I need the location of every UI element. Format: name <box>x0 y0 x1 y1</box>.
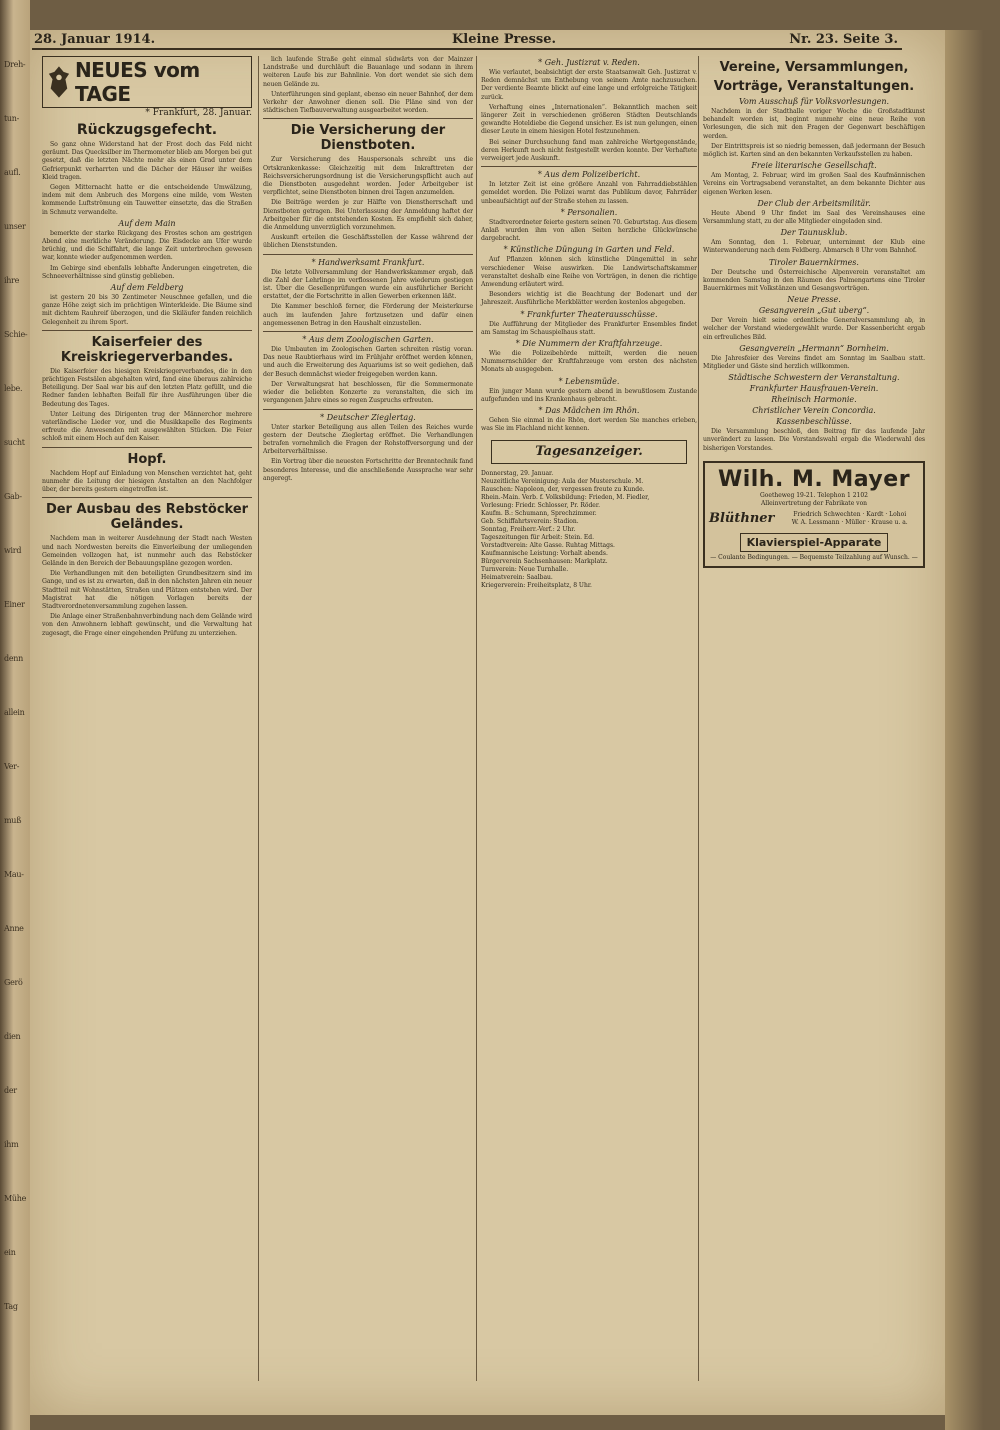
tagesanzeiger-title: Tagesanzeiger. <box>535 444 643 459</box>
subhead-hermann: Gesangverein „Hermann“ Bornheim. <box>739 343 889 353</box>
masthead-subtitle: * Frankfurt, 28. Januar. <box>145 108 252 118</box>
tagesanzeiger-line: Bürgerverein Sachsenhausen: Markplatz. <box>481 557 608 565</box>
headline-vereine: Vereine, Versammlungen, <box>719 60 909 75</box>
article-body: In letzter Zeit ist eine größere Anzahl von Fahrraddiebstählen gemeldet worden. Die Polizei warnt das Publikum davor, Fahrräder unbeaufsichtigt auf der Straße stehen zu lassen. <box>481 181 697 205</box>
subhead-harmonie: Rheinisch Harmonie. <box>771 395 857 405</box>
strip-word: denn <box>4 654 23 663</box>
subhead-zoo: * Aus dem Zoologischen Garten. <box>302 335 434 345</box>
subhead-arbeitsmilitaer: Der Club der Arbeitsmilitär. <box>757 198 871 208</box>
article-body: Ein junger Mann wurde gestern abend in bewußtlosem Zustande aufgefunden und ins Krankenhaus gebracht. <box>481 387 697 403</box>
article-body: Wie die Polizeibehörde mitteilt, werden die neuen Nummernschilder der Kraftfahrzeuge vom ersten des nächsten Monats ab ausgegeben. <box>481 350 697 374</box>
tagesanzeiger-line: Rhein.-Main. Verb. f. Volksbildung: Frieden, M. Fiedler, <box>481 493 650 501</box>
article-body: Die Versammlung beschloß, den Beitrag für das laufende Jahr unverändert zu lassen. Die Vorstandswahl ergab die Wiederwahl des bisherigen Vorstandes. <box>703 428 925 452</box>
strip-word: ihre <box>4 276 20 285</box>
ad-address: Goetheweg 19-21. Telephon 1 2102 <box>760 491 868 499</box>
advertisement-mayer <box>703 461 925 568</box>
strip-word: Schie- <box>4 330 28 339</box>
article-body: Nachdem in der Stadthalle voriger Woche die Großstadtkunst behandelt worden ist, beginnt nunmehr eine neue Reihe von Vorlesungen, die sich mit den Fragen der Gegenwart beschäftigen werden. Der Eintrittspreis ist so niedrig bemessen, daß jedermann der Besuch möglich ist. Karten sind an den bekannten Verkaufsstellen zu haben. <box>703 108 925 159</box>
tagesanzeiger-line: Rauschen: Napoleon, der, vergessen freute zu Kunde. <box>481 485 645 493</box>
header-paper-name: Kleine Presse. <box>452 32 557 47</box>
article-body: Der Deutsche und Österreichische Alpenverein veranstaltet am kommenden Samstag in den Räumen des Palmengartens eine Tiroler Bauernkirmes mit Volkstänzen und Gesangsvorträgen. <box>703 268 925 293</box>
tagesanzeiger-line: Turnverein: Neue Turnhalle. <box>481 565 569 573</box>
article-body: Nachdem man in weiterer Ausdehnung der Stadt nach Westen und nach Nordwesten bereits die Einverleibung der umliegenden Gemeinden vollzogen hat, ist nunmehr auch das Rebstöcker Gelände in den Bereich der Bebauungspläne gezogen worden. Die Verhandlungen mit den beteiligten Grundbesitzern sind im Gange, und es ist zu erwarten, daß in den nächsten Jahren ein neuer Stadtteil mit Wohnstätten, Straßen und Plätzen entstehen wird. Der Magistrat hat die nötigen Vorlagen bereits der Stadtverordnetenversammlung zugehen lassen. Die Anlage einer Straßenbahnverbindung nach dem Gelände wird von den Anwohnern lebhaft gewünscht, und die Verwaltung hat zugesagt, die Frage einer eingehenden Prüfung zu unterziehen. <box>42 535 252 637</box>
article-body: Zur Versicherung des Hauspersonals schreibt uns die Ortskrankenkasse: Gleichzeitig mit dem Inkrafttreten der Reichsversicherungsordnung ist die Versicherungspflicht auch auf die Dienstboten ausgedehnt worden. Jeder Arbeitgeber ist verpflichtet, seine Dienstboten binnen drei Tagen anzumelden. Die Beiträge werden je zur Hälfte von Dienstherrschaft und Dienstboten getragen. Bei Unterlassung der Anmeldung haftet der Arbeitgeber für die entstehenden Kosten. Es empfiehlt sich daher, die Anmeldung unverzüglich vorzunehmen. Auskunft erteilen die Geschäftsstellen der Kasse während der üblichen Dienststunden. <box>263 156 473 250</box>
masthead <box>42 56 252 108</box>
subhead-main: Auf dem Main <box>118 218 176 228</box>
article-body: lich laufende Straße geht einmal südwärts von der Mainzer Landstraße und durchläuft die Bauanlage und sodann in ihrem weiteren Laufe bis zur Bahnlinie. Von dort wendet sie sich dem neuen Gelände zu. Unterführungen sind geplant, ebenso ein neuer Bahnhof, der dem Verkehr der Anwohner dienen soll. Die Pläne sind von der städtischen Tiefbauverwaltung ausgearbeitet worden. <box>263 56 473 115</box>
subhead-polizei: * Aus dem Polizeibericht. <box>537 170 641 180</box>
page-edge <box>945 30 1000 1430</box>
subhead-taunusklub: Der Taunusklub. <box>780 228 848 238</box>
subhead-stiftung: Städtische Schwestern der Veranstaltung. <box>728 373 900 383</box>
article-body: Die Kaiserfeier des hiesigen Kreiskriegerverbandes, die in den prächtigen Festsälen abgehalten wird, fand eine überaus zahlreiche Beteiligung. Der Saal war bis auf den letzten Platz gefüllt, und die Redner fanden lebhaften Beifall für ihre Ausführungen über die Bedeutung des Tages. Unter Leitung des Dirigenten trug der Männerchor mehrere vaterländische Lieder vor, und die Musikkapelle des Regiments erfreute die Anwesenden mit ausgewählten Stücken. Die Feier schloß mit einem Hoch auf den Kaiser. <box>42 367 252 443</box>
strip-word: Gerö <box>4 978 23 987</box>
column-3 <box>476 56 697 1381</box>
ad-brand: Blüthner <box>709 511 775 527</box>
masthead-title: NEUES vom TAGE <box>74 58 200 106</box>
article-body: Heute Abend 9 Uhr findet im Saal des Vereinshauses eine Versammlung statt, zu der alle Mitglieder eingeladen sind. <box>703 209 925 226</box>
strip-word: Mau- <box>4 870 24 879</box>
subhead-handwerksamt: * Handwerksamt Frankfurt. <box>311 257 425 267</box>
headline-versicherung: Die Versicherung der Dienstboten. <box>290 123 446 154</box>
strip-word: ihm <box>4 1140 19 1149</box>
subhead-ausschuss: Vom Ausschuß für Volksvorlesungen. <box>738 97 890 106</box>
tagesanzeiger-line: Sonntag, Freiherr.-Verf.: 2 Uhr. <box>481 525 576 533</box>
article-body: Der Verein hielt seine ordentliche Generalversammlung ab, in welcher der Vorstand wiedergewählt wurde. Der Kassenbericht ergab ein erfreuliches Bild. <box>703 317 925 341</box>
tagesanzeiger-line: Tageszeitungen für Arbeit: Stein. Ed. <box>481 533 595 541</box>
strip-word: Gab- <box>4 492 22 501</box>
subhead-zieglertag: * Deutscher Zieglertag. <box>320 412 416 422</box>
strip-word: aufl. <box>4 168 21 177</box>
header-issue: Nr. 23. Seite 3. <box>789 32 898 47</box>
strip-word: ein <box>4 1248 16 1257</box>
ad-agency: Alleinvertretung der Fabrikate von <box>760 499 868 507</box>
article-body: Gehen Sie einmal in die Rhön, dort werden Sie manches erleben, was Sie im Flachland nicht kennen. <box>481 417 697 433</box>
strip-word: unser <box>4 222 26 231</box>
adjacent-page-strip <box>0 0 30 1430</box>
eagle-crest-icon <box>47 63 71 101</box>
column-4 <box>698 56 925 1381</box>
subhead-duengung: * Künstliche Düngung in Garten und Feld. <box>503 245 675 255</box>
article-body: Die Umbauten im Zoologischen Garten schreiten rüstig voran. Das neue Raubtierhaus wird im Frühjahr eröffnet werden können, und auch die Erweiterung des Aquariums ist so weit gediehen, daß der Besuch demnächst wieder freigegeben werden kann. Der Verwaltungsrat hat beschlossen, für die Sommermonate wieder die beliebten Konzerte zu veranstalten, die sich im vergangenen Jahre eines so regen Zuspruchs erfreuten. <box>263 346 473 405</box>
ad-company-name: Wilh. M. Mayer <box>717 466 911 492</box>
subhead-personalien: * Personalien. <box>560 207 618 217</box>
column-1 <box>42 56 252 1381</box>
column-2 <box>258 56 473 1381</box>
subhead-lebensmuede: * Lebensmüde. <box>558 376 620 386</box>
strip-word: Anne <box>4 924 24 933</box>
article-body: Am Sonntag, den 1. Februar, unternimmt der Klub eine Winterwanderung nach dem Feldberg. Abmarsch 8 Uhr vom Bahnhof. <box>703 239 925 255</box>
header-date: 28. Januar 1914. <box>34 32 156 47</box>
subhead-hausfrauen: Frankfurter Hausfrauen-Verein. <box>749 384 879 394</box>
page-header <box>32 18 902 50</box>
subhead-christlich: Christlicher Verein Concordia. <box>752 406 876 416</box>
article-body: bemerkte der starke Rückgang des Frostes schon am gestrigen Abend eine merkliche Veränderung. Die Eisdecke am Ufer wurde brüchig, und die Schiffahrt, die lange Zeit unterbrochen gewesen war, konnte wieder aufgenommen werden. Im Gebirge sind ebenfalls lebhafte Änderungen eingetreten, die Schneeverhältnisse sind günstig geblieben. <box>42 229 252 280</box>
tagesanzeiger-line: Vorstadtverein: Alte Gasse. Ruhtag Mittags. <box>481 541 615 549</box>
tagesanzeiger-line: Geb. Schiffahrtsverein: Stadion. <box>481 517 579 525</box>
article-body: Stadtverordneter feierte gestern seinen 70. Geburtstag. Aus diesem Anlaß wurden ihm von allen Seiten herzliche Glückwünsche dargebracht. <box>481 218 697 243</box>
article-body: Auf Pflanzen können sich künstliche Düngemittel in sehr verschiedener Weise auswirken. Die Landwirtschaftskammer veranstaltet deshalb eine Reihe von Vorträgen, in denen die richtige Anwendung erläutert wird. Besonders wichtig ist die Beachtung der Bodenart und der Jahreszeit. Ausführliche Merkblätter werden kostenlos abgegeben. <box>481 256 697 307</box>
headline-kaiserfeier: Kaiserfeier des Kreiskriegerverbandes. <box>60 334 234 365</box>
tagesanzeiger-line: Neuzeitliche Vereinigung: Aula der Musterschule. M. <box>481 477 644 485</box>
subhead-theater: * Frankfurter Theaterausschüsse. <box>520 309 658 319</box>
headline-hopf: Hopf. <box>127 451 167 467</box>
ad-product-box: Klavierspiel-Apparate <box>740 533 889 552</box>
article-body: Verhaftung eines „Internationalen“. Bekanntlich machen seit längerer Zeit in verschiedenen größeren Städten Deutschlands gewandte Hoteldiebe die Gegend unsicher. Es ist nun gelungen, einen dieser Leute in einem hiesigen Hotel festzunehmen. Bei seiner Durchsuchung fand man zahlreiche Wertgegenstände, deren Herkunft noch nicht festgestellt werden konnte. Der Verhaftete verweigert jede Auskunft. <box>481 103 697 163</box>
tagesanzeiger-line: Kaufmannische Leistung: Vorhalt abends. <box>481 549 608 557</box>
headline-ausbau: Der Ausbau des Rebstöcker Geländes. <box>45 502 249 533</box>
ad-brands-line-1: Friedrich Schwechten · Kardt · Lohoi <box>793 510 907 518</box>
subhead-literarisch: Freie literarische Gesellschaft. <box>751 161 877 171</box>
article-body: So ganz ohne Widerstand hat der Frost doch das Feld nicht geräumt. Das Quecksilber im Thermometer blieb am Morgen bei gut gesetzt, daß die letzten Nächte mehr als einen Grad unter dem Gefrierpunkt verharrten und die Dächer der Häuser ihr weißes Kleid tragen. Gegen Mitternacht hatte er die entscheidende Umwälzung, indem mit dem Anbruch des Morgens eine milde, vom Westen kommende Luftströmung ein Tauwetter einsetzte, das die Straßen in Schmutz verwandelte. <box>42 141 252 216</box>
tagesanzeiger-list <box>481 470 697 590</box>
subhead-justizrat: * Geh. Justizrat v. Reden. <box>538 58 640 67</box>
strip-word: tun- <box>4 114 20 123</box>
strip-word: der <box>4 1086 17 1095</box>
strip-word: lebe. <box>4 384 23 393</box>
strip-word: sucht <box>4 438 25 447</box>
article-body: Nachdem Hopf auf Einladung von Menschen verzichtet hat, geht nunmehr die Leitung der hiesigen Anstalten an den Nachfolger über, der bereits gestern eingetroffen ist. <box>42 469 252 494</box>
tagesanzeiger-box <box>491 440 687 464</box>
tagesanzeiger-line: Donnerstag, 29. Januar. <box>481 469 554 477</box>
article-body: Am Montag, 2. Februar, wird im großen Saal des Kaufmännischen Vereins ein Vortragsabend veranstaltet, an dem bekannte Dichter aus eigenen Werken lesen. <box>703 172 925 196</box>
article-body: Die Jahresfeier des Vereins findet am Sonntag im Saalbau statt. Mitglieder und Gäste sind herzlich willkommen. <box>703 354 925 371</box>
ad-conditions: — Coulante Bedingungen. — Bequemste Teilzahlung auf Wunsch. — <box>710 553 918 561</box>
tagesanzeiger-line: Kriegerverein: Freiheitsplatz, 8 Uhr. <box>481 581 592 589</box>
strip-word: muß <box>4 816 22 825</box>
strip-word: allein <box>4 708 25 717</box>
subhead-feldberg: Auf dem Feldberg <box>110 283 184 293</box>
tagesanzeiger-line: Vorlesung: Friedr. Schlosser, Pr. Röder. <box>481 501 600 509</box>
subhead-bauernkirmes: Tiroler Bauernkirmes. <box>769 257 859 267</box>
subhead-maedchen: * Das Mädchen im Rhön. <box>538 406 640 416</box>
strip-word: Mühe <box>4 1194 27 1203</box>
strip-word: dien <box>4 1032 21 1041</box>
article-body: Die Aufführung der Mitglieder des Frankfurter Ensembles findet am Samstag im Schauspielhaus statt. <box>481 320 697 336</box>
strip-word: Dreh- <box>4 60 26 69</box>
tagesanzeiger-line: Heimatverein: Saalbau. <box>481 573 553 581</box>
article-body: Wie verlautet, beabsichtigt der erste Staatsanwalt Geh. Justizrat v. Reden demnächst um Enthebung von seinem Amte nachzusuchen. Der verdiente Beamte blickt auf eine lange und erfolgreiche Tätigkeit zurück. <box>481 69 697 101</box>
headline-ruckzug: Rückzugsgefecht. <box>76 122 218 138</box>
strip-word: wird <box>4 546 22 555</box>
strip-word: Ver- <box>4 762 20 771</box>
article-body: Die letzte Vollversammlung der Handwerkskammer ergab, daß die Zahl der Lehrlinge im verflossenen Jahre wiederum gestiegen ist. Über die Gesellenprüfungen wurde ein ausführlicher Bericht erstattet, der die Fortschritte in allen Gewerben erkennen läßt. Die Kammer beschloß ferner, die Förderung der Meisterkurse auch im laufenden Jahre fortzusetzen und dafür einen angemessenen Betrag in den Haushalt einzustellen. <box>263 268 473 327</box>
headline-vortraege: Vorträge, Veranstaltungen. <box>713 79 915 94</box>
strip-word: Einer <box>4 600 25 609</box>
subhead-neue-presse: Neue Presse. <box>787 295 841 305</box>
strip-word: Tag <box>4 1302 18 1311</box>
subhead-kraft: * Die Nummern der Kraftfahrzeuge. <box>515 339 663 349</box>
article-body: Unter starker Beteiligung aus allen Teilen des Reiches wurde gestern der Deutsche Zieglertag eröffnet. Die Verhandlungen betrafen vornehmlich die Fragen der Rohstoffversorgung und der Arbeiterverhältnisse. Ein Vortrag über die neuesten Fortschritte der Brenntechnik fand besonderes Interesse, und die anschließende Aussprache war sehr angeregt. <box>263 423 473 482</box>
article-body: ist gestern 20 bis 30 Zentimeter Neuschnee gefallen, und die ganze Höhe zeigt sich im prächtigen Winterkleide. Die Bäume sind mit dichtem Rauhreif überzogen, und die Skiläufer fanden reichlich Gelegenheit zu ihrem Sport. <box>42 294 252 326</box>
subhead-gesangverein: Gesangverein „Gut uberg“. <box>758 306 870 316</box>
tagesanzeiger-line: Kaufm. B.: Schumann, Sprechzimmer. <box>481 509 597 517</box>
subhead-kassen: Kassenbeschlüsse. <box>776 417 852 427</box>
ad-brands-line-2: W. A. Lessmann · Müller · Krause u. a. <box>791 518 908 526</box>
